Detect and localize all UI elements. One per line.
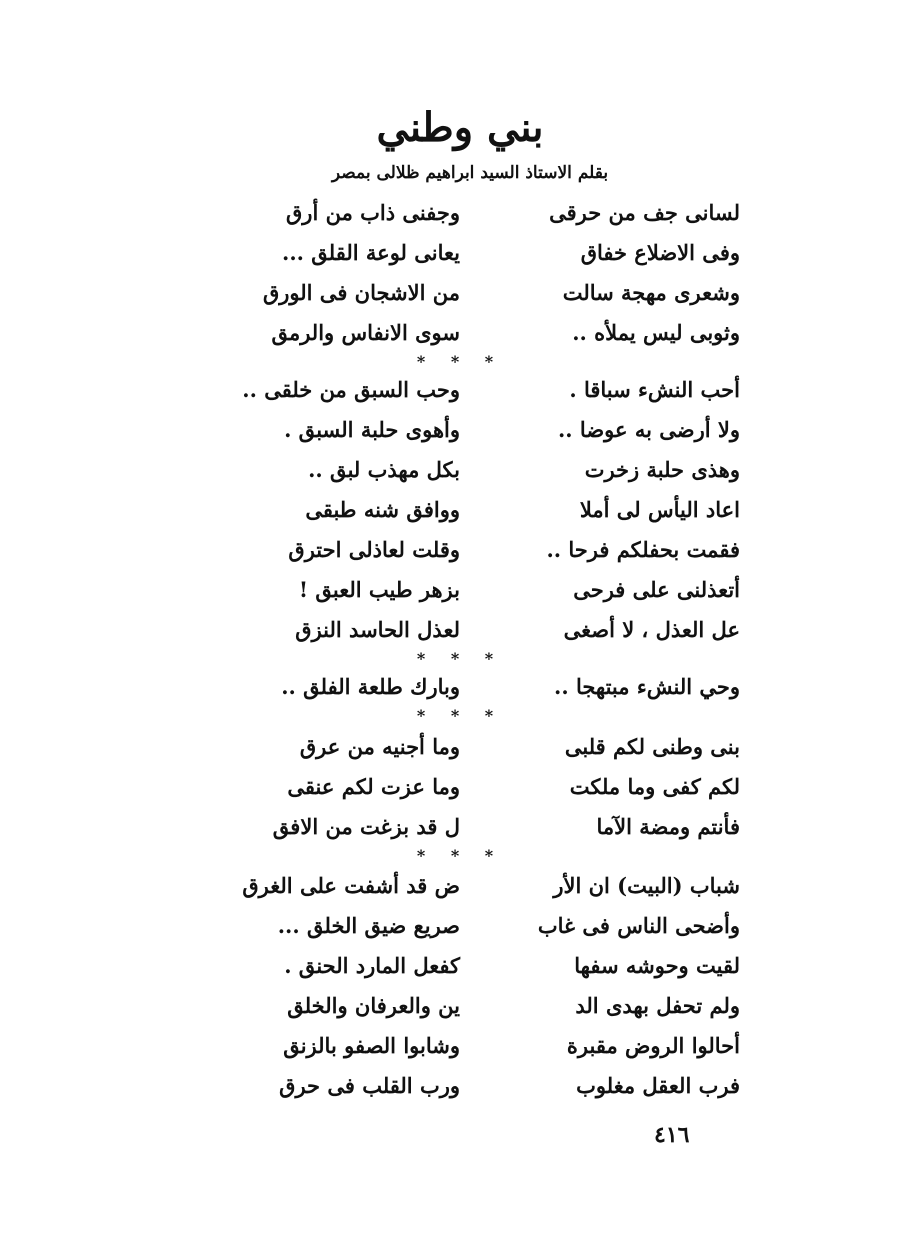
verse-first-hemistich: فأنتم ومضة الآما: [596, 814, 740, 839]
stanza-separator: * * *: [416, 352, 504, 371]
verse-first-hemistich: أحالوا الروض مقبرة: [566, 1033, 740, 1058]
verse-second-hemistich: بزهر طيب العبق !: [298, 577, 460, 602]
stanza-separator: * * *: [416, 846, 504, 865]
verse-second-hemistich: ض قد أشفت على الغرق: [242, 873, 460, 898]
verse-first-hemistich: وهذى حلبة زخرت: [584, 457, 740, 482]
verse-second-hemistich: لعذل الحاسد النزق: [295, 617, 460, 642]
verse-second-hemistich: وما عزت لكم عنقى: [287, 774, 460, 799]
verse-line: [180, 417, 740, 457]
verse-line: [180, 953, 740, 993]
verse-second-hemistich: بكل مهذب لبق ..: [308, 457, 460, 482]
verse-second-hemistich: وجفنى ذاب من أرق: [286, 200, 460, 225]
verse-first-hemistich: ولم تحفل بهدى الد: [575, 993, 740, 1018]
verse-first-hemistich: وشعرى مهجة سالت: [562, 280, 740, 305]
verse-first-hemistich: شباب (البيت) ان الأر: [553, 873, 740, 898]
verse-first-hemistich: فقمت بحفلكم فرحا ..: [546, 537, 740, 562]
verse-second-hemistich: ين والعرفان والخلق: [287, 993, 460, 1018]
verse-line: [180, 1073, 740, 1113]
verse-first-hemistich: ولا أرضى به عوضا ..: [557, 417, 740, 442]
poem-byline: بقلم الاستاذ السيد ابراهيم ظلالى بمصر: [331, 163, 609, 183]
verse-second-hemistich: سوى الانفاس والرمق: [271, 320, 460, 345]
verse-line: [180, 377, 740, 417]
verse-line: [180, 774, 740, 814]
verse-first-hemistich: لقيت وحوشه سفها: [574, 953, 740, 978]
verse-line: [180, 993, 740, 1033]
verse-second-hemistich: ووافق شنه طبقى: [305, 497, 460, 522]
verse-first-hemistich: فرب العقل مغلوب: [576, 1073, 740, 1098]
verse-first-hemistich: اعاد اليأس لى أملا: [579, 497, 740, 522]
verse-line: [180, 913, 740, 953]
verse-line: [180, 280, 740, 320]
verse-first-hemistich: لكم كفى وما ملكت: [569, 774, 740, 799]
verse-second-hemistich: وما أجنيه من عرق: [299, 734, 460, 759]
verse-second-hemistich: وحب السبق من خلقى ..: [242, 377, 460, 402]
verse-first-hemistich: وحي النشء مبتهجا ..: [554, 674, 740, 699]
verse-first-hemistich: أتعذلنى على فرحى: [573, 577, 740, 602]
verse-first-hemistich: لسانى جف من حرقى: [549, 200, 740, 225]
verse-second-hemistich: صريع ضيق الخلق ...: [277, 913, 460, 938]
verse-second-hemistich: ل قد بزغت من الافق: [272, 814, 460, 839]
verse-second-hemistich: وشابوا الصفو بالزنق: [283, 1033, 460, 1058]
verse-second-hemistich: يعانى لوعة القلق ...: [282, 240, 460, 265]
stanza-separator: * * *: [416, 706, 504, 725]
verse-first-hemistich: أحب النشء سباقا .: [569, 377, 740, 402]
verse-line: [180, 537, 740, 577]
verse-first-hemistich: وثوبى ليس يملأه ..: [572, 320, 740, 345]
verse-second-hemistich: وقلت لعاذلى احترق: [288, 537, 460, 562]
verse-first-hemistich: وأضحى الناس فى غاب: [537, 913, 740, 938]
verse-line: [180, 873, 740, 913]
verse-second-hemistich: وأهوى حلبة السبق .: [284, 417, 460, 442]
page-number: ٤١٦: [654, 1122, 690, 1148]
verse-first-hemistich: عل العذل ، لا أصغى: [563, 617, 740, 642]
stanza-separator: * * *: [416, 649, 504, 668]
verse-line: [180, 240, 740, 280]
verse-first-hemistich: وفى الاضلاع خفاق: [580, 240, 740, 265]
verse-line: [180, 457, 740, 497]
verse-second-hemistich: وبارك طلعة الفلق ..: [281, 674, 460, 699]
verse-line: [180, 200, 740, 240]
verse-line: [180, 497, 740, 537]
verse-line: [180, 577, 740, 617]
verse-second-hemistich: ورب القلب فى حرق: [279, 1073, 460, 1098]
poem-title: بني وطني: [376, 104, 544, 151]
verse-line: [180, 1033, 740, 1073]
verse-first-hemistich: بنى وطنى لكم قلبى: [564, 734, 740, 759]
verse-second-hemistich: من الاشجان فى الورق: [262, 280, 460, 305]
verse-second-hemistich: كفعل المارد الحنق .: [284, 953, 460, 978]
verse-line: [180, 734, 740, 774]
